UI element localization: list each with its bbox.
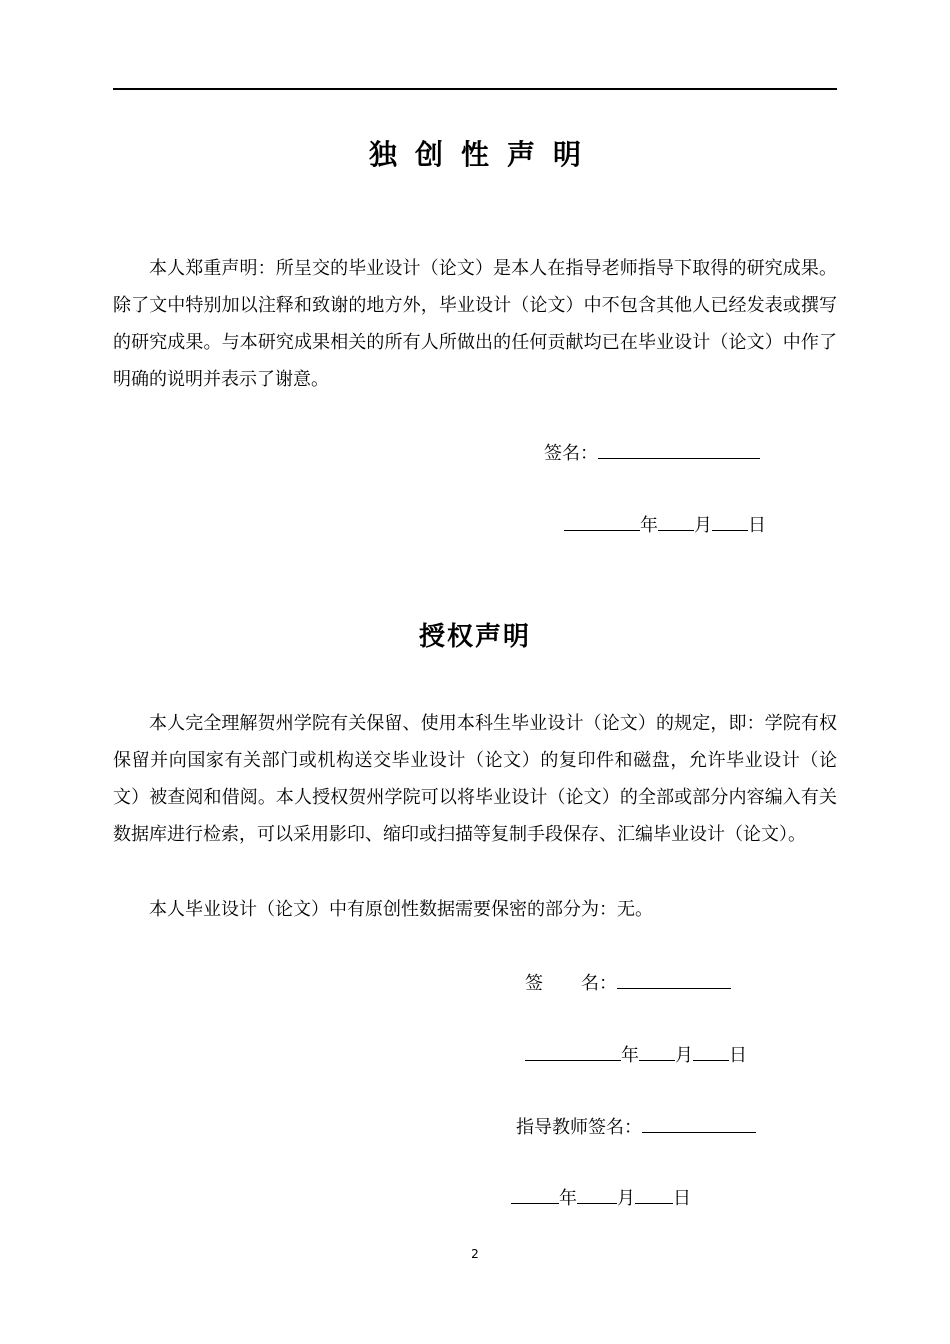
year-blank[interactable] bbox=[564, 512, 640, 531]
signature-label-part2: 名： bbox=[581, 973, 617, 994]
originality-declaration-body: 本人郑重声明：所呈交的毕业设计（论文）是本人在指导老师指导下取得的研究成果。除了文中特别加以注释和致谢的地方外，毕业设计（论文）中不包含其他人已经发表或撰写的研究成果。与本研究成果相关的所有人所做出的任何贡献均已在毕业设计（论文）中作了明确的说明并表示了谢意。 bbox=[113, 258, 837, 390]
day-label-2: 日 bbox=[729, 1045, 747, 1066]
advisor-signature-blank[interactable] bbox=[642, 1114, 756, 1133]
date-line-1 bbox=[564, 512, 766, 538]
signature-label-part1: 签 bbox=[525, 973, 543, 994]
month-label-2: 月 bbox=[675, 1045, 693, 1066]
year-blank-2[interactable] bbox=[525, 1042, 621, 1061]
day-blank-2[interactable] bbox=[693, 1042, 729, 1061]
signature-label: 签名： bbox=[544, 443, 598, 464]
month-label-3: 月 bbox=[617, 1188, 635, 1209]
day-blank[interactable] bbox=[712, 512, 748, 531]
page-number: 2 bbox=[471, 1247, 479, 1261]
signature-blank-2[interactable] bbox=[617, 970, 731, 989]
date-line-2 bbox=[525, 1042, 747, 1068]
year-blank-3[interactable] bbox=[511, 1185, 559, 1204]
month-label: 月 bbox=[694, 515, 712, 536]
advisor-signature-label: 指导教师签名： bbox=[516, 1117, 642, 1138]
signature-line-1 bbox=[544, 440, 760, 466]
day-label: 日 bbox=[748, 515, 766, 536]
header-rule bbox=[113, 88, 837, 90]
year-label-2: 年 bbox=[621, 1045, 639, 1066]
authorization-declaration-body: 本人完全理解贺州学院有关保留、使用本科生毕业设计（论文）的规定，即：学院有权保留并向国家有关部门或机构送交毕业设计（论文）的复印件和磁盘，允许毕业设计（论文）被查阅和借阅。本人授权贺州学院可以将毕业设计（论文）的全部或部分内容编入有关数据库进行检索，可以采用影印、缩印或扫描等复制手段保存、汇编毕业设计（论文）。 bbox=[113, 713, 837, 845]
signature-line-2 bbox=[525, 970, 731, 996]
month-blank-2[interactable] bbox=[639, 1042, 675, 1061]
date-line-3 bbox=[511, 1185, 691, 1211]
day-blank-3[interactable] bbox=[635, 1185, 673, 1204]
month-blank[interactable] bbox=[658, 512, 694, 531]
originality-declaration-title: 独创性声明 bbox=[368, 138, 599, 171]
month-blank-3[interactable] bbox=[577, 1185, 617, 1204]
advisor-signature-line bbox=[516, 1114, 756, 1140]
year-label-3: 年 bbox=[559, 1188, 577, 1209]
authorization-declaration-title: 授权声明 bbox=[418, 622, 531, 652]
year-label: 年 bbox=[640, 515, 658, 536]
confidential-statement: 本人毕业设计（论文）中有原创性数据需要保密的部分为：无。 bbox=[149, 899, 653, 920]
day-label-3: 日 bbox=[673, 1188, 691, 1209]
signature-blank[interactable] bbox=[598, 440, 760, 459]
